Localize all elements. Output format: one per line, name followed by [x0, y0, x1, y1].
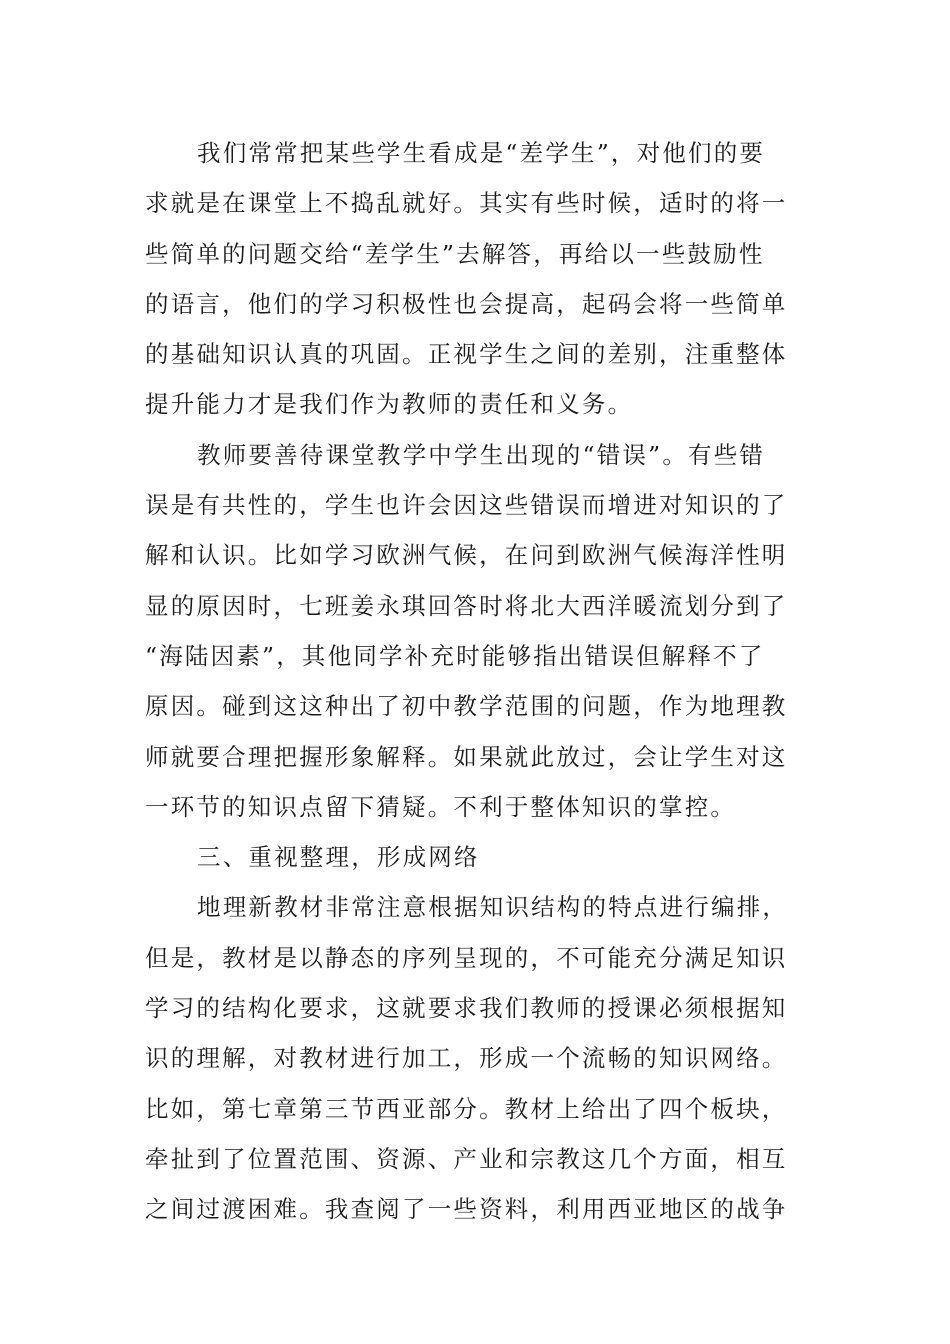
text-line: 地理新教材非常注意根据知识结构的特点进行编排， [197, 893, 789, 922]
section-heading: 三、重视整理，形成网络 [197, 843, 480, 872]
text-line: 学习的结构化要求，这就要求我们教师的授课必须根据知 [145, 994, 788, 1023]
text-line: 一环节的知识点留下猜疑。不利于整体知识的掌控。 [145, 792, 737, 821]
document-body [145, 128, 807, 1235]
text-line: 提升能力才是我们作为教师的责任和义务。 [145, 390, 634, 419]
text-line: 的语言，他们的学习积极性也会提高，起码会将一些简单 [145, 289, 788, 318]
text-line: 牵扯到了位置范围、资源、产业和宗教这几个方面，相互 [145, 1144, 788, 1173]
text-line: 显的原因时，七班姜永琪回答时将北大西洋暖流划分到了 [145, 591, 788, 620]
text-line: 的基础知识认真的巩固。正视学生之间的差别，注重整体 [145, 340, 788, 369]
text-line: 之间过渡困难。我查阅了一些资料，利用西亚地区的战争 [145, 1195, 788, 1224]
text-line: “海陆因素”，其他同学补充时能够指出错误但解释不了 [145, 641, 765, 670]
text-line: 误是有共性的，学生也许会因这些错误而增进对知识的了 [145, 491, 788, 520]
text-line: 些简单的问题交给“差学生”去解答，再给以一些鼓励性 [145, 239, 765, 268]
text-line: 师就要合理把握形象解释。如果就此放过，会让学生对这 [145, 742, 788, 771]
text-line: 解和认识。比如学习欧洲气候，在问到欧洲气候海洋性明 [145, 541, 788, 570]
text-line: 原因。碰到这这种出了初中教学范围的问题，作为地理教 [145, 692, 788, 721]
text-line: 我们常常把某些学生看成是“差学生”，对他们的要 [197, 139, 766, 167]
text-line: 教师要善待课堂教学中学生出现的“错误”。有些错 [197, 440, 766, 469]
text-line: 但是，教材是以静态的序列呈现的，不可能充分满足知识 [145, 943, 788, 972]
text-line: 识的理解，对教材进行加工，形成一个流畅的知识网络。 [145, 1044, 788, 1073]
text-line: 比如，第七章第三节西亚部分。教材上给出了四个板块， [145, 1094, 788, 1123]
text-line: 求就是在课堂上不捣乱就好。其实有些时候，适时的将一 [145, 189, 788, 218]
